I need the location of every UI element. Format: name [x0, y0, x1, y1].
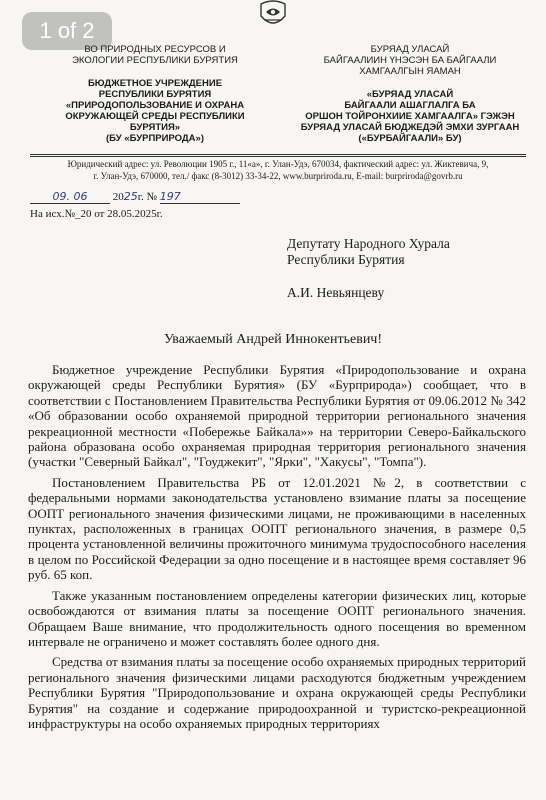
ministry-name-ru: ВО ПРИРОДНЫХ РЕСУРСОВ И ЭКОЛОГИИ РЕСПУБЛИКИ БУРЯТИЯ	[72, 44, 238, 66]
paragraph: Бюджетное учреждение Республики Бурятия «Природопользование и охрана окружающей среды Республики Бурятия» (БУ «Бурприрода») сообщает, что в соответствии с Постановлением Правительства Республики Бурятия от 09.06.2012 № 342 «Об образовании особо охраняемой природной территории регионального значения рекреационной местности «Побережье Байкала»» на территории Северо-Байкальского района образована особо охраняемая природная территория регионального значения (участки "Северный Байкал", "Гоуджекит", "Ярки", "Хакусы", "Томпа").	[28, 362, 526, 470]
registration-number: 197	[159, 190, 181, 203]
paragraph: Постановлением Правительства РБ от 12.01.2021 №2, в соответствии с федеральными нормами законодательства установлено взимание платы за посещение ООПТ регионального значения физическими лицами, не проживающими в населенных пунктах, расположенных в границах ООПТ регионального значения, в размере 0,5 процента установленной величины прожиточного минимума трудоспособного населения в целом по Российской Федерации за одно посещение и в настоящее время составляет 96 руб. 65 коп.	[28, 474, 526, 583]
page-indicator-badge: 1 of 2	[22, 12, 112, 50]
header-left-block	[40, 44, 270, 144]
addressee-block: Депутату Народного Хурала Республики Бурятия А.И. Невьянцеву	[287, 236, 450, 300]
salutation: Уважаемый Андрей Иннокентьевич!	[163, 332, 383, 347]
registration-number-label: №	[146, 191, 158, 203]
header-right-block	[290, 44, 530, 144]
header-divider-bottom	[30, 156, 526, 157]
letter-body	[28, 362, 526, 736]
header-divider-top	[30, 154, 526, 155]
addressee-name: А.И. Невьянцеву	[287, 285, 385, 300]
registration-date: 09. 06	[52, 190, 88, 203]
registration-line: 09. 06 2025г. № 197	[30, 190, 240, 204]
registration-year: 25	[123, 190, 138, 203]
contact-details: Юридический адрес: ул. Революции 1905 г., 11«а», г. Улан-Удэ, 670034, фактический адрес: ул. Жиктевича, 9, г. Улан-Удэ, 670000, тел./ факс (8-3012) 33-34-22, www.burpriroda.ru, E-mail: burpriroda@govrb.ru	[67, 159, 489, 181]
coat-of-arms-emblem	[255, 0, 291, 30]
organization-name-bua: «БУРЯАД УЛАСАЙ БАЙГААЛИ АШАГЛАЛГА БА ОРШОН ТОЙРОНХИИЕ ХАМГААЛГА» ГЭЖЭН БУРЯАД УЛАСАЙ БЮДЖЕДЭЙ ЭМХИ ЗУРГААН («БУРБАЙГААЛИ» БУ)	[300, 89, 520, 144]
paragraph: Также указанным постановлением определены категории физических лиц, которые освобождаются от взимания платы за посещение ООПТ регионального значения. Обращаем Ваше внимание, что продолжительность одного посещения во временном интервале не ограничено и может составлять более одного дня.	[28, 587, 526, 649]
ministry-name-bua: БУРЯАД УЛАСАЙ БАЙГААЛИИН ҮНЭСЭН БА БАЙГААЛИ ХАМГААЛГЫН ЯАМАН	[323, 44, 497, 77]
organization-name-ru: БЮДЖЕТНОЕ УЧРЕЖДЕНИЕ РЕСПУБЛИКИ БУРЯТИЯ «ПРИРОДОПОЛЬЗОВАНИЕ И ОХРАНА ОКРУЖАЮЩЕЙ СРЕДЫ РЕСПУБЛИКИ БУРЯТИЯ» (БУ «БУРПРИРОДА»)	[65, 78, 245, 144]
paragraph: Средства от взимания платы за посещение особо охраняемых природных территорий регионального значения физическими лицами расходуются бюджетным учреждением Республики Бурятия "Природопользование и охрана окружающей среды Республики Бурятия" на создание и содержание природоохранной и туристско-рекреационной инфраструктуры на особо охраняемых природных территориях	[28, 654, 527, 731]
in-reply-reference: На исх.№_20 от 28.05.2025г.	[30, 208, 163, 220]
